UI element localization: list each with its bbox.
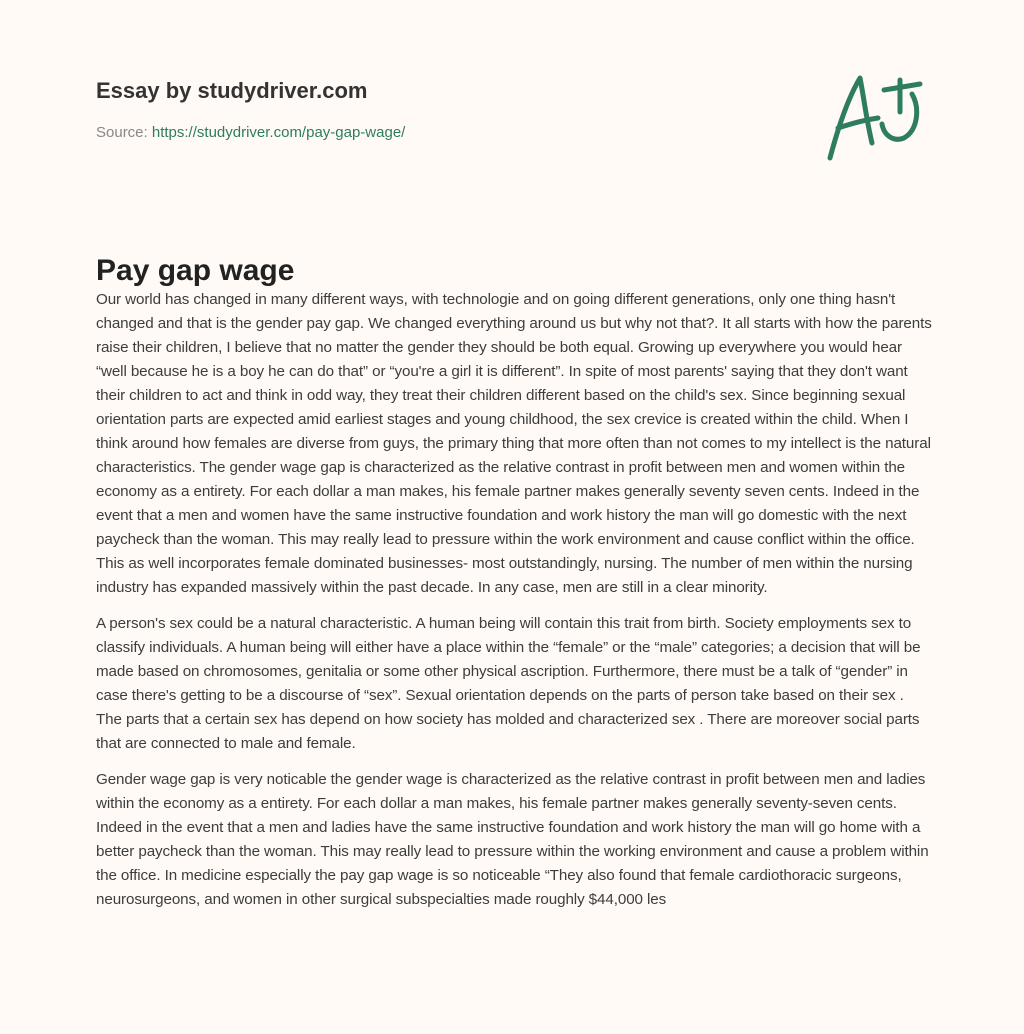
source-link[interactable]: https://studydriver.com/pay-gap-wage/ — [151, 124, 406, 141]
paragraph: Our world has changed in many different ways, with technologie and on going different generations, only one thing hasn't changed and that is the gender pay gap. We changed everything around us but why not that?. It all starts with how the parents raise their children, I believe that no matter the gender they should be both equal. Growing up everywhere you would hear “well because he is a boy he can do that” or “you're a girl it is different”. In spite of most parents' saying that they don't want their children to act and think in odd way, they treat their children different based on the child's sex. Since beginning sexual orientation parts are expected amid earliest stages and young childhood, the sex crevice is created within the child. When I think around how females are diverse from guys, the primary thing that more often than not comes to my intellect is the natural characteristics. The gender wage gap is characterized as the relative contrast in profit between men and women within the economy as a entirety. For each dollar a man makes, his female partner makes generally seventy seven cents. Indeed in the event that a men and women have the same instructive foundation and work history the man will go domestic with the next paycheck than the woman. This may really lead to pressure within the work environment and cause conflict within the office. This as well incorporates female dominated businesses- most outstandingly, nursing. The number of men within the nursing industry has expanded massively within the past decade. In any case, men are still in a clear minority. — [96, 291, 932, 596]
source-line — [96, 124, 405, 141]
a-plus-logo — [820, 68, 930, 168]
site-brand: Essay by studydriver.com — [96, 78, 368, 103]
source-label: Source: — [96, 124, 152, 141]
essay-body — [96, 288, 932, 924]
paragraph: A person's sex could be a natural characteristic. A human being will contain this trait from birth. Society employments sex to classify individuals. A human being will either have a place within the “female” or the “male” categories; a decision that will be made based on chromosomes, genitalia or some other physical ascription. Furthermore, there must be a talk of “gender” in case there's getting to be a discourse of “sex”. Sexual orientation depends on the parts of person take based on their sex . The parts that a certain sex has depend on how society has molded and characterized sex . There are moreover social parts that are connected to male and female. — [96, 615, 921, 752]
paragraph: Gender wage gap is very noticable the gender wage is characterized as the relative contrast in profit between men and ladies within the economy as a entirety. For each dollar a man makes, his female partner makes generally seventy-seven cents. Indeed in the event that a men and ladies have the same instructive foundation and work history the man will go home with a better paycheck than the woman. This may really lead to pressure within the working environment and cause a problem within the office. In medicine especially the pay gap wage is so noticeable “They also found that female cardiothoracic surgeons, neurosurgeons, and women in other surgical subspecialties made roughly $44,000 les — [96, 771, 929, 908]
page-title: Pay gap wage — [96, 254, 295, 287]
